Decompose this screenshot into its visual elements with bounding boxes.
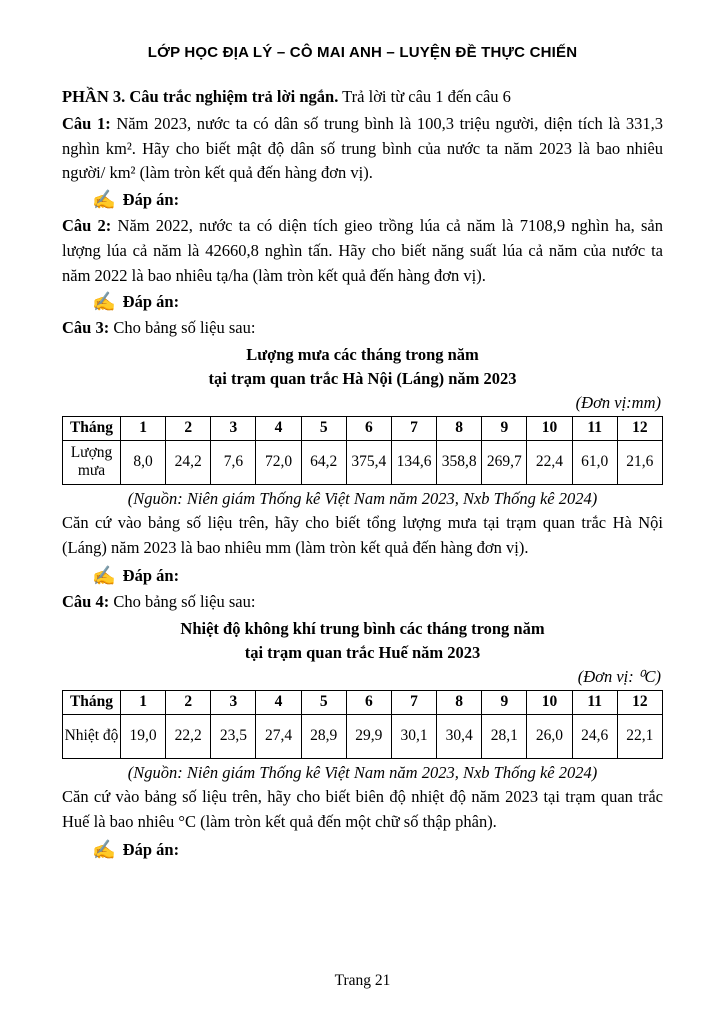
table-cell: 12 xyxy=(617,690,662,714)
part3-heading xyxy=(62,85,663,110)
rain-table-source: (Nguồn: Niên giám Thống kê Việt Nam năm 2023, Nxb Thống kê 2024) xyxy=(127,488,598,508)
table-cell: 269,7 xyxy=(482,440,527,484)
answer-line-2 xyxy=(92,292,663,312)
table-cell: 2 xyxy=(166,690,211,714)
table-cell: 8 xyxy=(437,416,482,440)
table-cell: 24,2 xyxy=(166,440,211,484)
table-cell: 29,9 xyxy=(346,714,391,758)
table-cell: 30,1 xyxy=(391,714,436,758)
table-row-label: Lượng mưa xyxy=(63,440,121,484)
temp-table-header-row xyxy=(63,690,663,714)
question-2 xyxy=(62,214,663,288)
table-cell: 22,4 xyxy=(527,440,572,484)
answer-label-1: Đáp án: xyxy=(122,190,180,209)
table-cell: 9 xyxy=(482,416,527,440)
table-cell: 27,4 xyxy=(256,714,301,758)
answer-label-4: Đáp án: xyxy=(122,840,180,860)
table-cell: 8 xyxy=(437,690,482,714)
temp-table xyxy=(62,690,663,759)
question-3-text: Căn cứ vào bảng số liệu trên, hãy cho biết tổng lượng mưa tại trạm quan trắc Hà Nội (Láng) năm 2023 là bao nhiêu mm (làm tròn kết quả đến hàng đơn vị). xyxy=(62,512,663,557)
question-4-label: Câu 4: xyxy=(62,592,110,612)
header-title: LỚP HỌC ĐỊA LÝ – CÔ MAI ANH – LUYỆN ĐỀ THỰC CHIẾN xyxy=(147,44,578,61)
table-cell: 3 xyxy=(211,416,256,440)
answer-label-2: Đáp án: xyxy=(122,292,180,312)
rain-table-title xyxy=(62,343,663,391)
table-cell: 19,0 xyxy=(121,714,166,758)
temp-table-title xyxy=(62,617,663,665)
pen-icon: ✍ xyxy=(92,565,116,587)
question-3-label: Câu 3: xyxy=(62,318,110,338)
table-cell: 7,6 xyxy=(211,440,256,484)
table-cell: 26,0 xyxy=(527,714,572,758)
table-cell: 2 xyxy=(166,416,211,440)
table-cell: 5 xyxy=(301,690,346,714)
table-cell: 134,6 xyxy=(391,440,436,484)
answer-label-3: Đáp án: xyxy=(122,566,180,586)
rain-table-header-row xyxy=(63,416,663,440)
table-cell: 22,2 xyxy=(166,714,211,758)
table-cell: 4 xyxy=(256,690,301,714)
question-4-intro-text: Cho bảng số liệu sau: xyxy=(109,592,256,612)
rain-table-data-row xyxy=(63,440,663,484)
answer-line-3 xyxy=(92,566,663,586)
temp-table-source: (Nguồn: Niên giám Thống kê Việt Nam năm 2023, Nxb Thống kê 2024) xyxy=(127,762,598,782)
question-4-intro xyxy=(62,590,663,615)
table-cell: 3 xyxy=(211,690,256,714)
table-cell: Tháng xyxy=(63,690,121,714)
table-cell: 8,0 xyxy=(121,440,166,484)
table-cell: 6 xyxy=(346,416,391,440)
question-2-text: Năm 2022, nước ta có diện tích gieo trồng lúa cả năm là 7108,9 nghìn ha, sản lượng lúa cả năm là 42660,8 nghìn tấn. Hãy cho biết năng suất lúa cả năm của nước ta năm 2022 là bao nhiêu tạ/ha (làm tròn kết quả đến hàng đơn vị). xyxy=(62,216,663,285)
table-cell: 64,2 xyxy=(301,440,346,484)
table-cell: 4 xyxy=(256,416,301,440)
question-3-intro xyxy=(62,316,663,341)
question-1 xyxy=(62,112,663,186)
table-cell: 358,8 xyxy=(437,440,482,484)
table-cell: 7 xyxy=(391,416,436,440)
temp-table-unit: (Đơn vị: ⁰C) xyxy=(577,666,661,686)
rain-table-unit: (Đơn vị:mm) xyxy=(575,392,661,412)
table-cell: 23,5 xyxy=(211,714,256,758)
table-cell: 1 xyxy=(121,690,166,714)
table-cell: 1 xyxy=(121,416,166,440)
question-2-label: Câu 2: xyxy=(62,216,112,235)
answer-line-4 xyxy=(92,840,663,860)
question-1-text: Năm 2023, nước ta có dân số trung bình là 100,3 triệu người, diện tích là 331,3 nghìn km². Hãy cho biết mật độ dân số trung bình của nước ta năm 2023 là bao nhiêu người/ km² (làm tròn kết quả đến hàng đơn vị). xyxy=(62,113,663,183)
part3-heading-rest: Trả lời từ câu 1 đến câu 6 xyxy=(338,87,511,106)
table-cell: 22,1 xyxy=(617,714,662,758)
rain-table-title-line2: tại trạm quan trắc Hà Nội (Láng) năm 2023 xyxy=(208,368,517,388)
temp-table-title-line1: Nhiệt độ không khí trung bình các tháng trong năm xyxy=(180,619,545,639)
table-row-label: Nhiệt độ xyxy=(63,714,121,758)
table-cell: 10 xyxy=(527,690,572,714)
table-cell: 61,0 xyxy=(572,440,617,484)
table-cell: 21,6 xyxy=(617,440,662,484)
temp-table-title-line2: tại trạm quan trắc Huế năm 2023 xyxy=(244,643,481,663)
rain-table xyxy=(62,416,663,485)
table-cell: Tháng xyxy=(63,416,121,440)
table-cell: 28,9 xyxy=(301,714,346,758)
question-1-label: Câu 1: xyxy=(62,113,111,133)
table-cell: 10 xyxy=(527,416,572,440)
table-cell: 12 xyxy=(617,416,662,440)
temp-table-data-row xyxy=(63,714,663,758)
table-cell: 11 xyxy=(572,690,617,714)
table-cell: 30,4 xyxy=(437,714,482,758)
pen-icon: ✍ xyxy=(92,291,116,313)
table-cell: 11 xyxy=(572,416,617,440)
table-cell: 5 xyxy=(301,416,346,440)
table-cell: 7 xyxy=(391,690,436,714)
pen-icon: ✍ xyxy=(92,839,116,861)
table-cell: 9 xyxy=(482,690,527,714)
table-cell: 375,4 xyxy=(346,440,391,484)
part3-heading-bold: PHẦN 3. Câu trắc nghiệm trả lời ngắn. xyxy=(62,87,339,106)
table-cell: 72,0 xyxy=(256,440,301,484)
table-cell: 6 xyxy=(346,690,391,714)
answer-line-1 xyxy=(92,190,663,210)
table-cell: 24,6 xyxy=(572,714,617,758)
table-cell: 28,1 xyxy=(482,714,527,758)
page-number: Trang 21 xyxy=(334,972,391,989)
rain-table-title-line1: Lượng mưa các tháng trong năm xyxy=(246,345,479,364)
question-4-text: Căn cứ vào bảng số liệu trên, hãy cho biết biên độ nhiệt độ năm 2023 tại trạm quan trắc Huế là bao nhiêu °C (làm tròn kết quả đến một chữ số thập phân). xyxy=(62,786,663,831)
document-header xyxy=(62,44,663,61)
pen-icon: ✍ xyxy=(92,189,116,211)
question-3-intro-text: Cho bảng số liệu sau: xyxy=(109,318,256,338)
